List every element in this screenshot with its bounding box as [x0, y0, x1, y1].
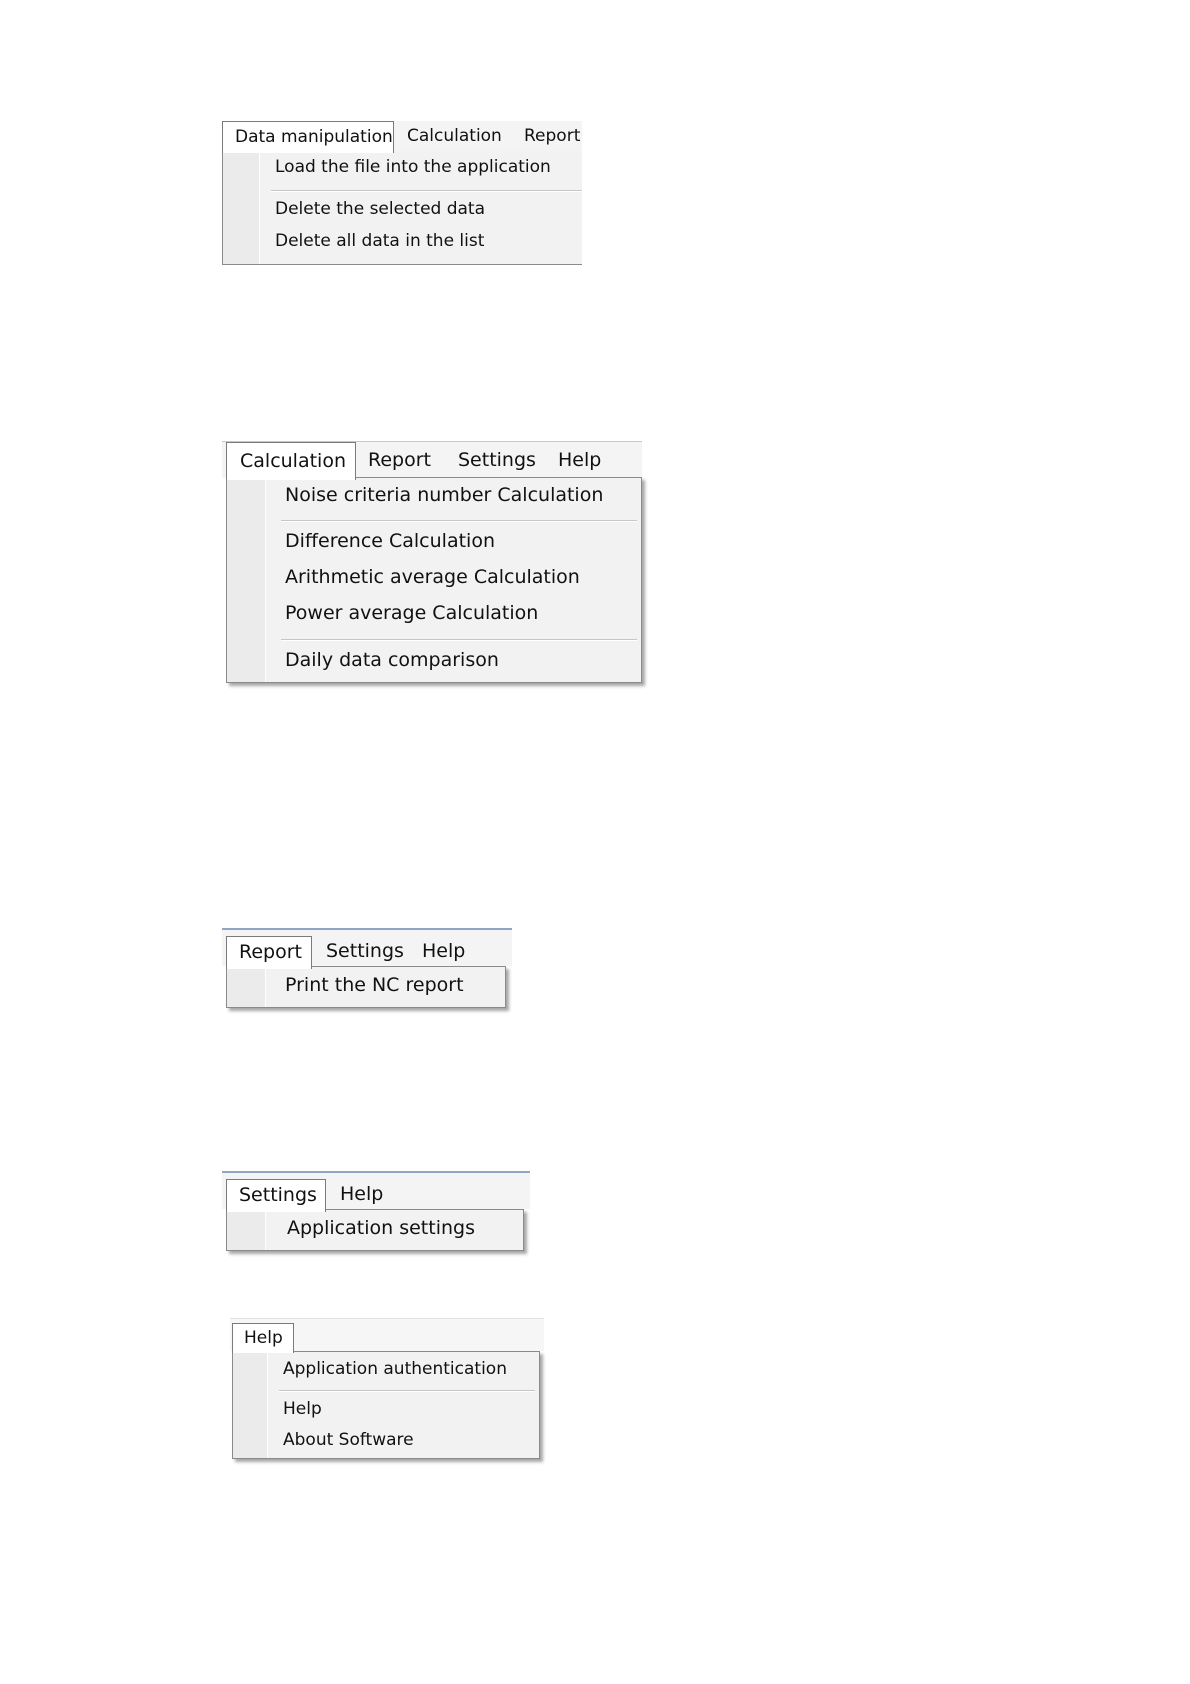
menu-bar	[222, 441, 642, 478]
menu-item-delete-selected[interactable]: Delete the selected data	[275, 199, 486, 219]
report-dropdown	[226, 966, 506, 1008]
help-dropdown	[232, 1351, 540, 1459]
settings-dropdown	[226, 1209, 524, 1251]
menu-calculation[interactable]: Calculation	[407, 126, 502, 146]
menu-help[interactable]: Help	[558, 449, 602, 471]
menu-item-difference[interactable]: Difference Calculation	[285, 530, 495, 552]
menu-item-application-settings[interactable]: Application settings	[287, 1217, 475, 1239]
menu-gutter	[233, 1352, 268, 1458]
menu-help[interactable]: Help	[232, 1323, 294, 1353]
menu-calculation[interactable]: Calculation	[226, 442, 356, 480]
menu-item-power-average[interactable]: Power average Calculation	[285, 602, 539, 624]
menu-help[interactable]: Help	[340, 1183, 384, 1205]
menu-settings[interactable]: Settings	[458, 449, 536, 471]
menu-item-delete-all[interactable]: Delete all data in the list	[275, 231, 485, 251]
menu-separator	[281, 639, 637, 641]
menu-help[interactable]: Help	[422, 940, 466, 962]
menu-bar	[230, 1318, 544, 1351]
menu-screenshot-calculation	[222, 441, 642, 687]
menu-bar	[222, 121, 582, 151]
menu-screenshot-report	[222, 928, 512, 1014]
menu-settings[interactable]: Settings	[326, 940, 404, 962]
menu-screenshot-help	[230, 1318, 544, 1462]
menu-bar	[222, 1171, 530, 1209]
menu-bar	[222, 928, 512, 966]
menu-gutter	[227, 478, 266, 682]
menu-report[interactable]: Report	[368, 449, 431, 471]
menu-item-load-file[interactable]: Load the file into the application	[275, 157, 551, 177]
menu-gutter	[227, 967, 266, 1007]
menu-item-noise-criteria[interactable]: Noise criteria number Calculation	[285, 484, 604, 506]
menu-data-manipulation[interactable]: Data manipulation	[222, 121, 394, 153]
menu-item-arithmetic-average[interactable]: Arithmetic average Calculation	[285, 566, 580, 588]
menu-item-daily-comparison[interactable]: Daily data comparison	[285, 649, 499, 671]
menu-screenshot-settings	[222, 1171, 530, 1257]
menu-item-print-nc-report[interactable]: Print the NC report	[285, 974, 464, 996]
menu-settings[interactable]: Settings	[226, 1179, 326, 1212]
menu-item-about-software[interactable]: About Software	[283, 1430, 414, 1450]
menu-screenshot-data-manipulation	[222, 121, 582, 265]
menu-separator	[271, 190, 582, 192]
menu-report[interactable]: Report	[524, 126, 581, 146]
data-manipulation-dropdown	[222, 151, 582, 265]
menu-gutter	[223, 151, 260, 264]
menu-item-help[interactable]: Help	[283, 1399, 322, 1419]
menu-item-application-authentication[interactable]: Application authentication	[283, 1359, 507, 1379]
calculation-dropdown	[226, 477, 642, 683]
menu-report[interactable]: Report	[226, 936, 312, 969]
menu-gutter	[227, 1210, 266, 1250]
menu-separator	[279, 1390, 535, 1392]
menu-separator	[281, 520, 637, 522]
